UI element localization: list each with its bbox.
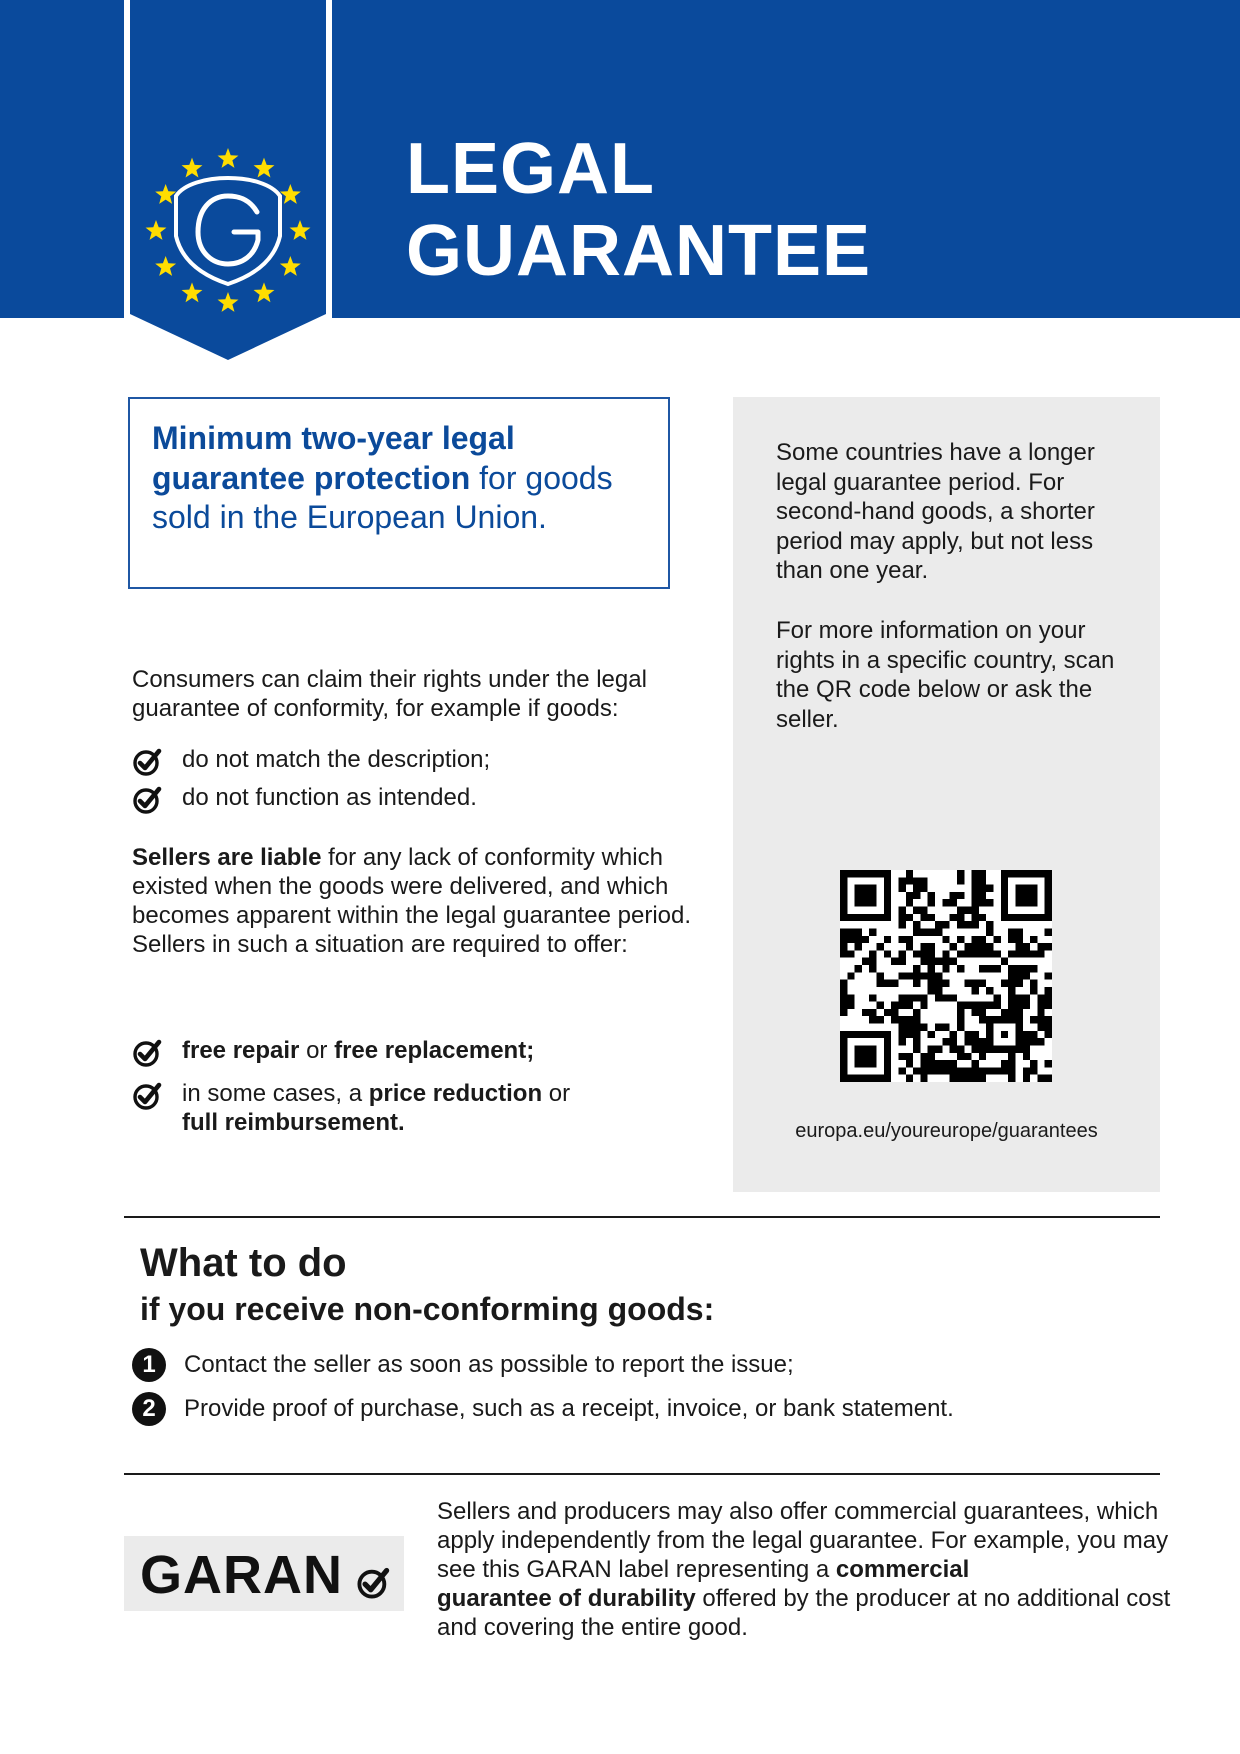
- garan-label: [124, 1536, 404, 1611]
- intro-normal: for goods sold in the European Union.: [152, 459, 613, 535]
- step-number: 1: [132, 1348, 166, 1382]
- check-circle-icon: [132, 785, 162, 815]
- remedy-item-1-label: [182, 1036, 682, 1065]
- remedy-free-repair: free repair: [182, 1037, 300, 1064]
- remedy-price-reduction: price reduction: [368, 1080, 543, 1107]
- garan-bold-commercial: commercial: [835, 1556, 970, 1583]
- garan-text-post: offered by the producer at no additional cost and covering the entire good.: [437, 1585, 1171, 1641]
- check-circle-icon: [132, 1081, 162, 1111]
- garan-word: GARAN: [140, 1545, 343, 1605]
- divider-2: [124, 1473, 1160, 1475]
- commercial-guarantee-paragraph: [437, 1497, 1177, 1642]
- side-paragraph-1: Some countries have a longer legal guarantee period. For second-hand goods, a shorter period may apply, but not less than one year.: [776, 439, 1095, 584]
- info-url[interactable]: europa.eu/youreurope/guarantees: [795, 1120, 1098, 1142]
- title-line-1: LEGAL: [406, 129, 655, 209]
- eu-guarantee-shield-icon: [124, 0, 332, 366]
- liability-text: for any lack of conformity which existed when the goods were delivered, and which becomes apparent within the legal guarantee period. Sellers in such a situation are required to offer:: [132, 844, 692, 958]
- check-circle-icon: [132, 747, 162, 777]
- rights-item-1-label: do not match the description;: [182, 746, 491, 773]
- rights-item-2-label: do not function as intended.: [182, 784, 477, 811]
- intro-bold-1: Minimum two-year legal: [152, 420, 515, 456]
- divider-1: [124, 1216, 1160, 1218]
- remedy-full-reimbursement: full reimbursement.: [182, 1109, 405, 1136]
- garan-bold-durability: guarantee of durability: [437, 1585, 696, 1612]
- remedy-pre: in some cases, a: [182, 1080, 369, 1107]
- liability-bold: Sellers are liable: [132, 844, 322, 871]
- liability-paragraph: [132, 843, 692, 959]
- title-line-2: GUARANTEE: [406, 211, 872, 291]
- step-text: Provide proof of purchase, such as a receipt, invoice, or bank statement.: [184, 1395, 954, 1422]
- garan-text-pre: Sellers and producers may also offer commercial guarantees, which apply independently from the legal guarantee. For example, you may see this GARAN label representing a: [437, 1498, 1169, 1583]
- side-paragraph-2: For more information on your rights in a specific country, scan the QR code below or ask the seller.: [776, 617, 1115, 733]
- step-number: 2: [132, 1392, 166, 1426]
- remedy-or-1: or: [299, 1037, 335, 1064]
- check-circle-icon: [356, 1566, 390, 1600]
- what-to-do-title: What to do: [140, 1241, 347, 1285]
- page-title: [406, 128, 871, 292]
- rights-intro: Consumers can claim their rights under the legal guarantee of conformity, for example if goods:: [132, 666, 647, 722]
- qr-code-icon[interactable]: [840, 870, 1052, 1082]
- remedy-item-2-label: [182, 1079, 622, 1137]
- remedy-or-2: or: [542, 1080, 571, 1107]
- intro-bold-2: guarantee protection: [152, 459, 471, 496]
- what-to-do-subtitle: if you receive non-conforming goods:: [140, 1291, 715, 1327]
- intro-box: [128, 397, 670, 589]
- step-text: Contact the seller as soon as possible to report the issue;: [184, 1351, 794, 1378]
- check-circle-icon: [132, 1038, 162, 1068]
- remedy-free-replacement: free replacement;: [334, 1037, 535, 1064]
